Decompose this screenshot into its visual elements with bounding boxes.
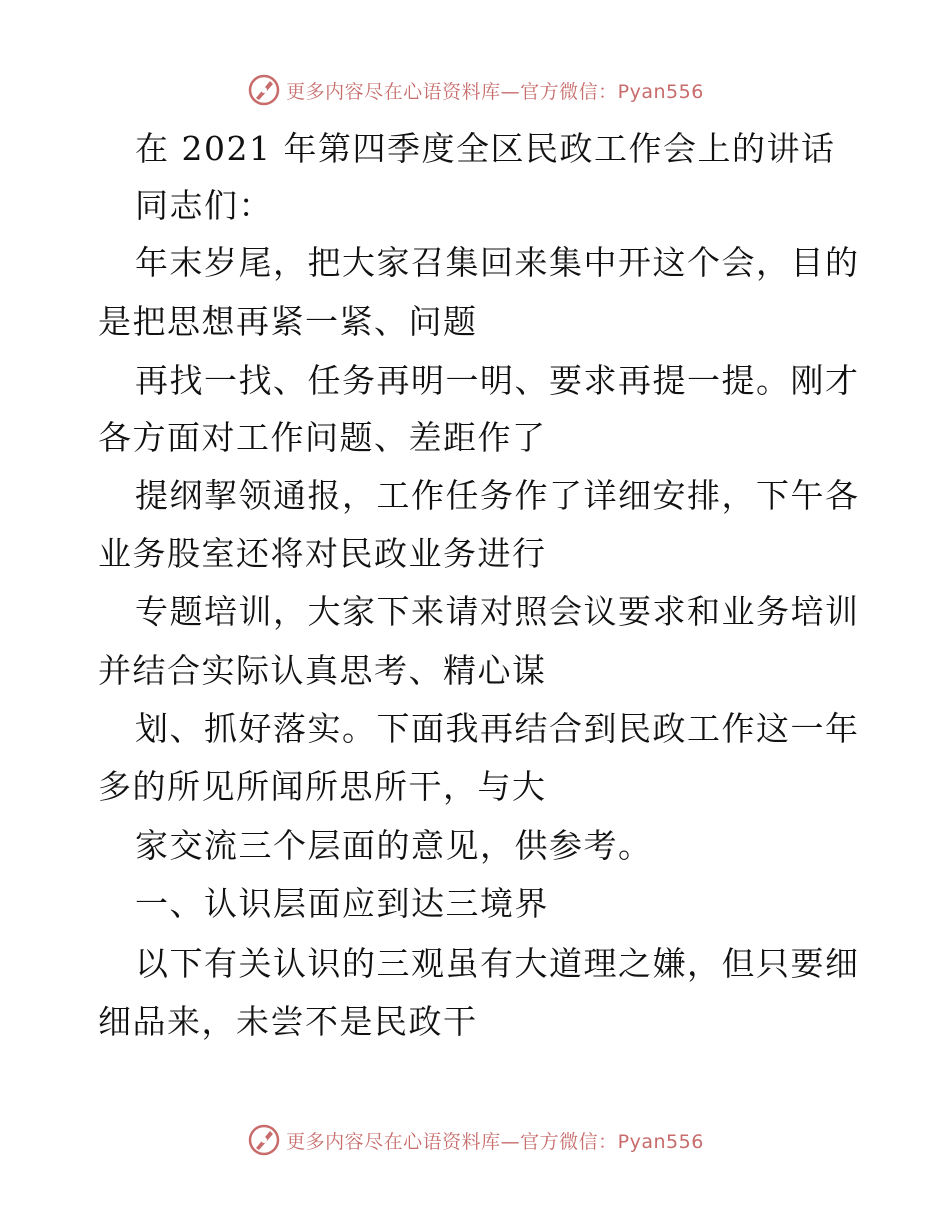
header-banner [0, 70, 950, 110]
paragraph-line: 划、抓好落实。下面我再结合到民政工作这一年 [135, 709, 860, 748]
paragraph-line: 业务股室还将对民政业务进行 [98, 534, 547, 573]
footer-banner [0, 1120, 950, 1160]
footer-banner-text: 更多内容尽在心语资料库—官方微信：Pyan556 [286, 1130, 704, 1153]
paragraph-line: 是把思想再紧一紧、问题 [98, 302, 478, 341]
paragraph-line: 各方面对工作问题、差距作了 [98, 418, 547, 457]
paragraph-line: 多的所见所闻所思所干，与大 [98, 767, 547, 806]
paragraph-line: 以下有关认识的三观虽有大道理之嫌，但只要细 [135, 944, 860, 983]
paragraph-line: 并结合实际认真思考、精心谋 [98, 651, 547, 690]
quill-circle-icon [246, 72, 282, 108]
paragraph-line: 年末岁尾，把大家召集回来集中开这个会，目的 [135, 243, 860, 282]
salutation: 同志们： [135, 186, 273, 225]
paragraph-line: 再找一找、任务再明一明、要求再提一提。刚才 [135, 361, 860, 400]
header-banner-text: 更多内容尽在心语资料库—官方微信：Pyan556 [286, 80, 704, 103]
paragraph-line: 提纲挈领通报，工作任务作了详细安排，下午各 [135, 476, 860, 515]
paragraph-line: 细品来，未尝不是民政干 [98, 1002, 478, 1041]
paragraph-line: 家交流三个层面的意见，供参考。 [135, 826, 653, 865]
section-heading: 一、认识层面应到达三境界 [135, 884, 549, 923]
document-title: 在 2021 年第四季度全区民政工作会上的讲话 [135, 129, 836, 168]
paragraph-line: 专题培训，大家下来请对照会议要求和业务培训 [135, 592, 860, 631]
quill-circle-icon [246, 1122, 282, 1158]
